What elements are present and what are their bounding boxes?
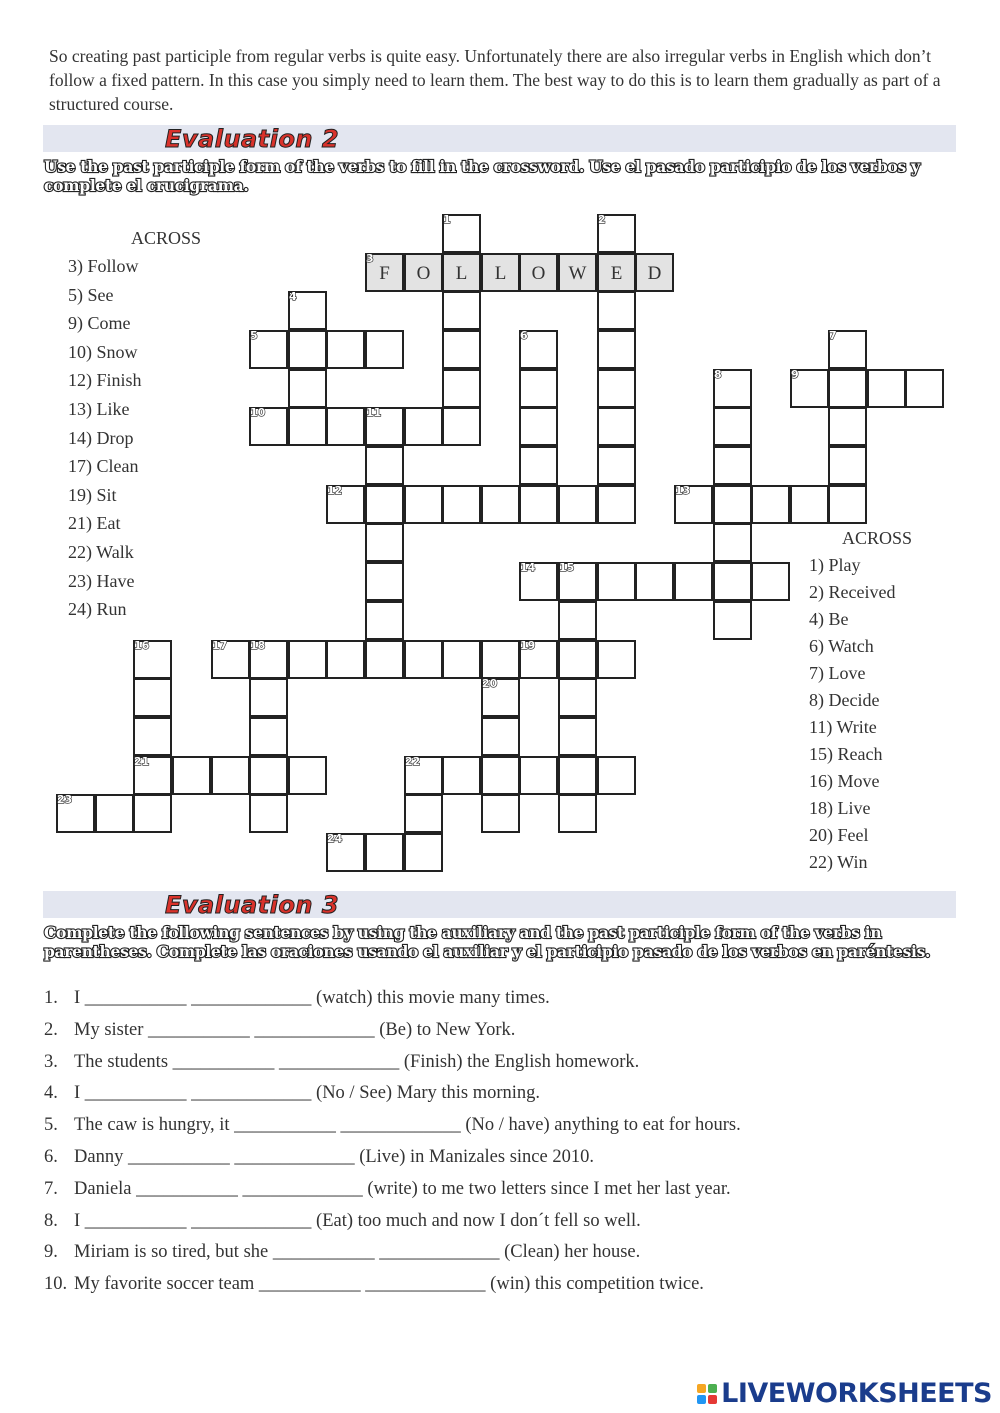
crossword-cell[interactable] — [56, 794, 95, 833]
cell-number: 10 — [250, 406, 266, 419]
crossword-cell[interactable] — [133, 640, 172, 679]
clue-item: 18) Live — [809, 798, 871, 818]
crossword-cell[interactable] — [713, 446, 752, 485]
crossword-cell[interactable] — [481, 678, 520, 717]
crossword-cell[interactable] — [442, 214, 481, 253]
crossword-cell[interactable] — [751, 485, 790, 524]
cell-number: 24 — [327, 832, 343, 845]
clue-item: 22) Win — [809, 852, 868, 872]
cell-letter: F — [379, 263, 390, 284]
crossword-cell[interactable] — [249, 330, 288, 369]
crossword-cell[interactable] — [442, 640, 481, 679]
crossword-cell[interactable] — [326, 485, 365, 524]
crossword-cell[interactable] — [365, 523, 404, 562]
crossword-cell[interactable] — [828, 407, 867, 446]
sentence-number: 2. — [44, 1019, 58, 1040]
sentence-number: 4. — [44, 1083, 58, 1104]
crossword-cell[interactable] — [249, 407, 288, 446]
crossword-cell[interactable] — [288, 756, 327, 795]
crossword-cell[interactable] — [404, 756, 443, 795]
clue-item: 16) Move — [809, 771, 880, 791]
cell-number: 23 — [57, 793, 73, 806]
crossword-cell[interactable] — [713, 523, 752, 562]
clue-item: 23) Have — [68, 570, 135, 591]
right-clues-heading: ACROSS — [842, 528, 913, 548]
sentence-item — [44, 988, 964, 1020]
logo-text: LIVEWORKSHEETS — [721, 1378, 992, 1409]
crossword-cell[interactable] — [867, 369, 906, 408]
crossword-cell[interactable] — [481, 485, 520, 524]
clue-item: 13) Like — [68, 398, 130, 419]
logo-square — [697, 1395, 706, 1404]
crossword-cell[interactable] — [404, 640, 443, 679]
clue-item: 11) Write — [809, 717, 877, 737]
cell-number: 17 — [212, 639, 228, 652]
crossword-cell[interactable] — [365, 562, 404, 601]
crossword-cell[interactable] — [828, 446, 867, 485]
sentence-item — [44, 1211, 964, 1243]
cell-number: 3 — [366, 252, 374, 265]
cell-number: 8 — [714, 368, 722, 381]
cell-number: 14 — [520, 561, 536, 574]
crossword-cell[interactable] — [597, 369, 636, 408]
crossword-cell[interactable] — [713, 601, 752, 640]
cell-number: 13 — [675, 484, 691, 497]
crossword-cell[interactable] — [597, 407, 636, 446]
crossword-cell[interactable] — [249, 794, 288, 833]
crossword-cell[interactable] — [790, 369, 829, 408]
crossword-cell[interactable] — [133, 717, 172, 756]
crossword-cell[interactable] — [905, 369, 944, 408]
crossword-cell[interactable] — [481, 717, 520, 756]
crossword-cell[interactable] — [442, 756, 481, 795]
sentence-text: Miriam is so tired, but she ___________ _____________ (Clean) her house. — [74, 1242, 641, 1263]
sentence-item — [44, 1147, 964, 1179]
clue-item: 14) Drop — [68, 427, 134, 448]
left-clues-heading: ACROSS — [131, 228, 202, 248]
cell-number: 15 — [559, 561, 575, 574]
crossword-cell[interactable] — [288, 640, 327, 679]
crossword-cell[interactable] — [597, 253, 636, 292]
sentence-item — [44, 1242, 964, 1274]
crossword-cell[interactable] — [365, 833, 404, 872]
clue-item: 20) Feel — [809, 825, 869, 845]
crossword-cell[interactable] — [288, 291, 327, 330]
crossword-cell[interactable] — [558, 794, 597, 833]
right-clues-list — [809, 555, 895, 879]
sentence-item — [44, 1083, 964, 1115]
clue-item: 21) Eat — [68, 513, 121, 534]
sentence-text: I ___________ _____________ (Eat) too much and now I don´t fell so well. — [74, 1210, 641, 1231]
crossword-cell[interactable] — [635, 562, 674, 601]
crossword-cell[interactable] — [404, 485, 443, 524]
crossword-cell[interactable] — [751, 562, 790, 601]
crossword-cell[interactable] — [674, 562, 713, 601]
crossword-cell[interactable] — [365, 485, 404, 524]
crossword-cell[interactable] — [597, 330, 636, 369]
clue-item: 6) Watch — [809, 636, 874, 656]
cell-number: 11 — [366, 406, 382, 419]
cell-number: 20 — [482, 677, 498, 690]
crossword-cell[interactable] — [288, 330, 327, 369]
crossword-cell[interactable] — [558, 756, 597, 795]
crossword-cell[interactable] — [442, 369, 481, 408]
crossword-cell[interactable] — [558, 253, 597, 292]
crossword-cell[interactable] — [326, 833, 365, 872]
crossword-cell[interactable] — [249, 717, 288, 756]
crossword-cell[interactable] — [713, 407, 752, 446]
crossword-cell[interactable] — [172, 756, 211, 795]
sentence-text: I ___________ _____________ (No / See) Mary this morning. — [74, 1083, 541, 1104]
crossword-cell[interactable] — [790, 485, 829, 524]
sentence-number: 7. — [44, 1178, 58, 1199]
sentence-item — [44, 1052, 964, 1084]
crossword-cell[interactable] — [713, 562, 752, 601]
crossword-cell[interactable] — [481, 640, 520, 679]
evaluation-2-instructions: Use the past participle form of the verbs to fill in the crossword. Use el pasado participio de los verbos y complete el crucigrama. — [44, 157, 920, 195]
crossword-cell[interactable] — [442, 485, 481, 524]
crossword-cell[interactable] — [597, 446, 636, 485]
crossword-cell[interactable] — [365, 407, 404, 446]
crossword-cell[interactable] — [597, 640, 636, 679]
cell-number: 4 — [289, 290, 297, 303]
crossword-cell[interactable] — [481, 756, 520, 795]
clue-item: 22) Walk — [68, 541, 134, 562]
cell-letter: O — [416, 263, 431, 284]
crossword-cell[interactable] — [519, 330, 558, 369]
cell-number: 5 — [250, 329, 258, 342]
crossword-cell[interactable] — [133, 678, 172, 717]
sentence-number: 3. — [44, 1051, 58, 1072]
crossword-cell[interactable] — [326, 407, 365, 446]
crossword-cell[interactable] — [519, 253, 558, 292]
crossword-cell[interactable] — [713, 369, 752, 408]
crossword-cell[interactable] — [558, 485, 597, 524]
sentence-item — [44, 1274, 964, 1306]
crossword-cell[interactable] — [558, 562, 597, 601]
cell-letter: D — [647, 263, 662, 284]
crossword-cell[interactable] — [481, 253, 520, 292]
sentence-text: The caw is hungry, it ___________ _____________ (No / have) anything to eat for hours. — [74, 1115, 741, 1136]
crossword-cell[interactable] — [249, 640, 288, 679]
clue-item: 8) Decide — [809, 690, 880, 710]
cell-letter: O — [531, 263, 546, 284]
cell-letter: L — [455, 263, 468, 284]
sentence-number: 1. — [44, 988, 58, 1008]
evaluation-2-title: Evaluation 2 — [165, 125, 340, 153]
sentence-item — [44, 1179, 964, 1211]
clue-item: 10) Snow — [68, 341, 138, 362]
crossword-cell[interactable] — [519, 485, 558, 524]
crossword-cell[interactable] — [365, 446, 404, 485]
crossword-cell[interactable] — [828, 485, 867, 524]
liveworksheets-logo — [697, 1378, 992, 1409]
crossword-cell[interactable] — [249, 756, 288, 795]
cell-number: 21 — [134, 755, 150, 768]
crossword-cell[interactable] — [519, 407, 558, 446]
crossword-cell[interactable] — [519, 369, 558, 408]
logo-square — [708, 1395, 717, 1404]
crossword-cell[interactable] — [365, 640, 404, 679]
clue-item: 7) Love — [809, 663, 866, 683]
logo-square — [697, 1384, 706, 1393]
crossword-cell[interactable] — [211, 640, 250, 679]
clue-item: 24) Run — [68, 599, 127, 620]
crossword-cell[interactable] — [828, 369, 867, 408]
cell-letter: L — [494, 263, 507, 284]
crossword-cell[interactable] — [828, 330, 867, 369]
sentence-list — [44, 988, 964, 1306]
sentence-number: 8. — [44, 1210, 58, 1231]
crossword-cell[interactable] — [365, 601, 404, 640]
clue-item: 5) See — [68, 284, 114, 305]
crossword-cell[interactable] — [288, 407, 327, 446]
crossword-cell[interactable] — [558, 601, 597, 640]
cell-number: 16 — [134, 639, 150, 652]
clue-item: 1) Play — [809, 555, 861, 575]
crossword-cell[interactable] — [713, 485, 752, 524]
crossword-cell[interactable] — [365, 330, 404, 369]
cell-number: 1 — [443, 213, 451, 226]
sentence-text: Danny ___________ _____________ (Live) in Manizales since 2010. — [74, 1146, 594, 1167]
clue-item: 12) Finish — [68, 370, 142, 391]
clue-item: 17) Clean — [68, 456, 139, 477]
sentence-text: My favorite soccer team ___________ _____________ (win) this competition twice. — [74, 1274, 704, 1295]
cell-number: 19 — [520, 639, 536, 652]
clue-item: 9) Come — [68, 313, 131, 334]
cell-letter: E — [610, 263, 623, 284]
clue-item: 3) Follow — [68, 256, 139, 276]
sentence-item — [44, 1115, 964, 1147]
crossword-cell[interactable] — [519, 446, 558, 485]
crossword-cell[interactable] — [442, 291, 481, 330]
cell-number: 22 — [405, 755, 421, 768]
crossword-cell[interactable] — [133, 756, 172, 795]
crossword-cell[interactable] — [211, 756, 250, 795]
crossword-cell[interactable] — [95, 794, 134, 833]
crossword-cell[interactable] — [404, 407, 443, 446]
sentence-text: My sister ___________ _____________ (Be) to New York. — [74, 1019, 516, 1040]
intro-paragraph: So creating past participle from regular verbs is quite easy. Unfortunately there are also irregular verbs in English which don’t follow a fixed pattern. In this case you simply need to learn them. The best way to do this is to learn them gradually as part of a structured course. — [49, 46, 941, 114]
crossword-cell[interactable] — [597, 756, 636, 795]
cell-number: 7 — [829, 329, 837, 342]
sentence-text: The students ___________ _____________ (Finish) the English homework. — [74, 1051, 640, 1072]
crossword-cell[interactable] — [597, 291, 636, 330]
crossword-cell[interactable] — [597, 485, 636, 524]
crossword-cell[interactable] — [519, 756, 558, 795]
crossword-cell[interactable] — [597, 562, 636, 601]
crossword-cell[interactable] — [326, 640, 365, 679]
sentence-number: 5. — [44, 1115, 58, 1136]
logo-square — [708, 1384, 717, 1393]
cell-letter: W — [568, 263, 587, 284]
crossword-cell[interactable] — [133, 794, 172, 833]
cell-number: 18 — [250, 639, 266, 652]
crossword-cell[interactable] — [519, 562, 558, 601]
crossword-cell[interactable] — [442, 253, 481, 292]
sentence-number: 9. — [44, 1242, 58, 1263]
crossword-cell[interactable] — [597, 214, 636, 253]
crossword-cell[interactable] — [674, 485, 713, 524]
crossword-cell[interactable] — [442, 407, 481, 446]
clue-item: 2) Received — [809, 582, 896, 602]
crossword-cell[interactable] — [558, 717, 597, 756]
cell-number: 6 — [520, 329, 528, 342]
crossword-cell[interactable] — [481, 794, 520, 833]
clue-item: 4) Be — [809, 609, 849, 629]
logo-mark-icon — [697, 1384, 717, 1404]
crossword-cell[interactable] — [519, 640, 558, 679]
sentence-item — [44, 1020, 964, 1052]
clue-item: 15) Reach — [809, 744, 883, 764]
crossword-cell[interactable] — [288, 369, 327, 408]
cell-number: 12 — [327, 484, 343, 497]
sentence-number: 10. — [44, 1274, 68, 1295]
left-clues-list — [68, 256, 142, 628]
cell-number: 2 — [598, 213, 606, 226]
evaluation-3-instructions: Complete the following sentences by using the auxiliary and the past participle form of the verbs in parentheses. Complete las oraciones usando el auxiliar y el participio pasado de los verbos en paréntesis. — [44, 923, 931, 961]
crossword-cell[interactable] — [404, 253, 443, 292]
sentence-text: I ___________ _____________ (watch) this movie many times. — [74, 988, 550, 1008]
evaluation-3-title: Evaluation 3 — [165, 891, 340, 919]
crossword-cell[interactable] — [404, 833, 443, 872]
crossword-cell[interactable] — [635, 253, 674, 292]
clue-item: 19) Sit — [68, 484, 117, 505]
sentence-number: 6. — [44, 1146, 58, 1167]
crossword-cell[interactable] — [442, 330, 481, 369]
crossword-cell[interactable] — [249, 678, 288, 717]
crossword-cell[interactable] — [404, 794, 443, 833]
cell-number: 9 — [791, 368, 799, 381]
crossword-cell[interactable] — [365, 253, 404, 292]
sentence-text: Daniela ___________ _____________ (write) to me two letters since I met her last year. — [74, 1178, 731, 1199]
crossword-cell[interactable] — [558, 678, 597, 717]
crossword-cell[interactable] — [326, 330, 365, 369]
crossword-cell[interactable] — [558, 640, 597, 679]
